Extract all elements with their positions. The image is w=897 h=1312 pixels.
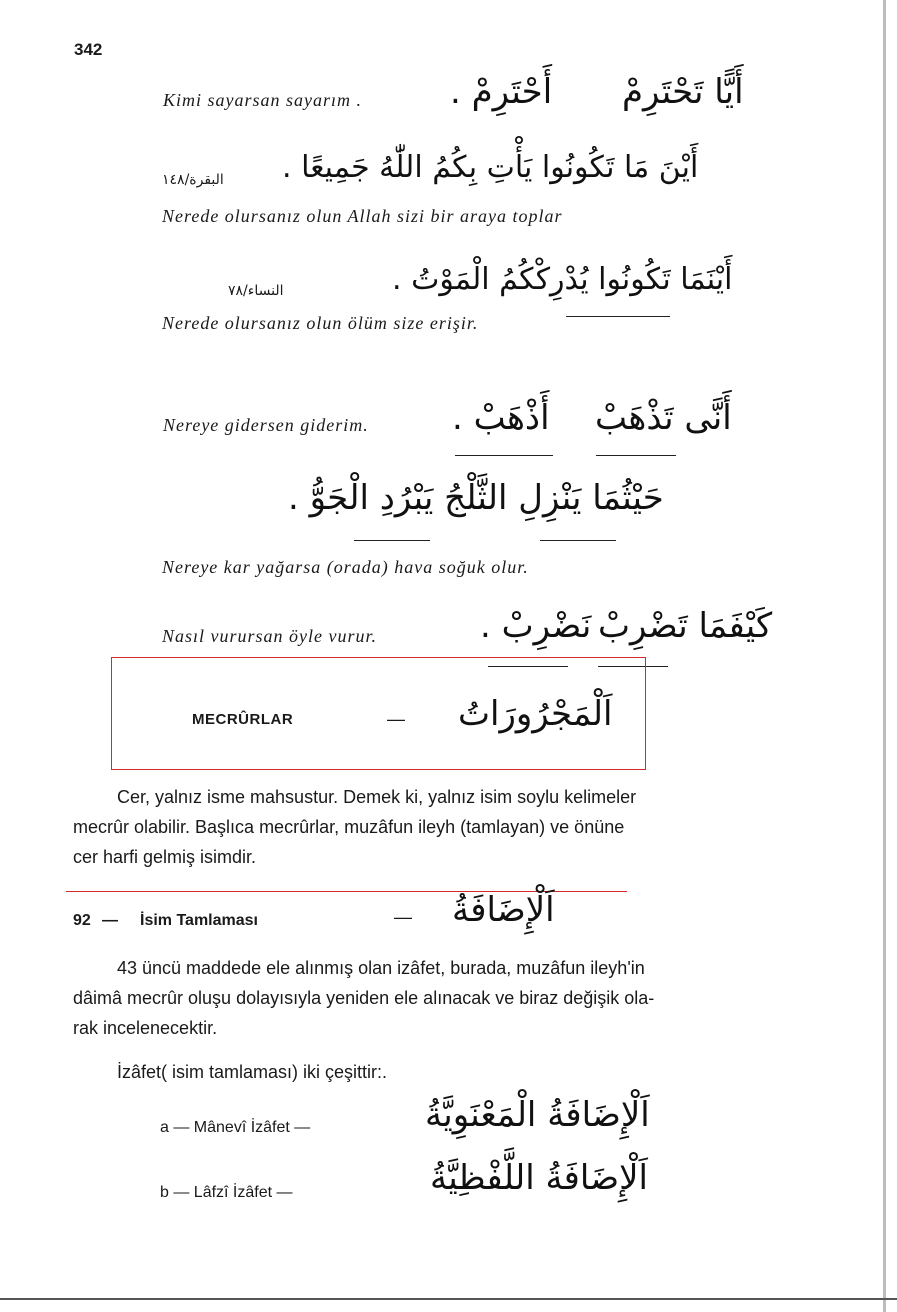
section-dash: — bbox=[102, 912, 118, 929]
underline bbox=[455, 455, 553, 456]
page-edge bbox=[883, 0, 886, 1312]
translation-3: Nerede olursanız olun ölüm size erişir. bbox=[162, 313, 479, 333]
arabic-3: أَيْنَمَا تَكُونُوا يُدْرِكْكُمُ الْمَوْتُ . bbox=[392, 262, 733, 297]
paragraph-2-line-1: 43 üncü maddede ele alınmış olan izâfet, burada, muzâfun ileyh'in bbox=[117, 958, 645, 978]
translation-4: Nereye gidersen giderim. bbox=[163, 415, 369, 435]
paragraph-1-line-3: cer harfi gelmiş isimdir. bbox=[73, 847, 257, 867]
translation-1: Kimi sayarsan sayarım . bbox=[163, 90, 363, 110]
underline bbox=[596, 455, 676, 456]
type-a-label: a — Mânevî İzâfet — bbox=[160, 1119, 311, 1136]
translation-2: Nerede olursanız olun Allah sizi bir araya toplar bbox=[162, 206, 563, 226]
section-number: 92 bbox=[73, 912, 91, 929]
arabic-6a: كَيْفَمَا تَضْرِبْ bbox=[598, 606, 773, 646]
underline bbox=[566, 316, 670, 317]
arabic-1b: أَحْتَرِمْ . bbox=[450, 72, 553, 112]
paragraph-1-line-1: Cer, yalnız isme mahsustur. Demek ki, yalnız isim soylu kelimeler bbox=[117, 787, 637, 807]
arabic-4a: أَنَّى تَذْهَبْ bbox=[595, 398, 732, 438]
reference-3: النساء/٧٨ bbox=[228, 283, 284, 299]
translation-5: Nereye kar yağarsa (orada) hava soğuk olur. bbox=[162, 557, 529, 577]
arabic-1a: أَيًّا تَحْتَرِمْ bbox=[622, 72, 744, 112]
type-b-arabic: اَلْإِضَافَةُ اللَّفْظِيَّةُ bbox=[430, 1158, 648, 1198]
arabic-5: حَيْثُمَا يَنْزِلِ الثَّلْجُ يَبْرُدِ الْجَوُّ . bbox=[288, 478, 664, 518]
section-arabic: اَلْإِضَافَةُ bbox=[452, 890, 555, 930]
reference-2: البقرة/١٤٨ bbox=[162, 172, 224, 188]
mecrurlar-title: MECRÛRLAR bbox=[192, 711, 294, 728]
paragraph-2-line-3: rak incelenecektir. bbox=[73, 1018, 218, 1038]
underline bbox=[354, 540, 430, 541]
paragraph-3: İzâfet( isim tamlaması) iki çeşittir:. bbox=[117, 1062, 388, 1082]
arabic-4b: أَذْهَبْ . bbox=[452, 398, 550, 438]
translation-6: Nasıl vurursan öyle vurur. bbox=[162, 626, 377, 646]
mecrurlar-arabic: اَلْمَجْرُورَاتُ bbox=[458, 694, 613, 734]
underline bbox=[540, 540, 616, 541]
bottom-edge bbox=[0, 1298, 897, 1300]
arabic-2: أَيْنَ مَا تَكُونُوا يَأْتِ بِكُمُ اللّٰهُ جَمِيعًا . bbox=[282, 150, 699, 185]
type-a-arabic: اَلْإِضَافَةُ الْمَعْنَوِيَّةُ bbox=[425, 1095, 650, 1135]
type-b-label: b — Lâfzî İzâfet — bbox=[160, 1184, 293, 1201]
paragraph-2-line-2: dâimâ mecrûr oluşu dolayısıyla yeniden ele alınacak ve biraz değişik ola- bbox=[73, 988, 655, 1008]
paragraph-1-line-2: mecrûr olabilir. Başlıca mecrûrlar, muzâfun ileyh (tamlayan) ve önüne bbox=[73, 817, 625, 837]
page-number: 342 bbox=[74, 40, 103, 59]
arabic-6b: نَضْرِبْ . bbox=[480, 606, 592, 646]
section-title: İsim Tamlaması bbox=[140, 912, 258, 929]
section-dash-2: — bbox=[394, 907, 412, 927]
mecrurlar-dash: — bbox=[387, 709, 405, 729]
